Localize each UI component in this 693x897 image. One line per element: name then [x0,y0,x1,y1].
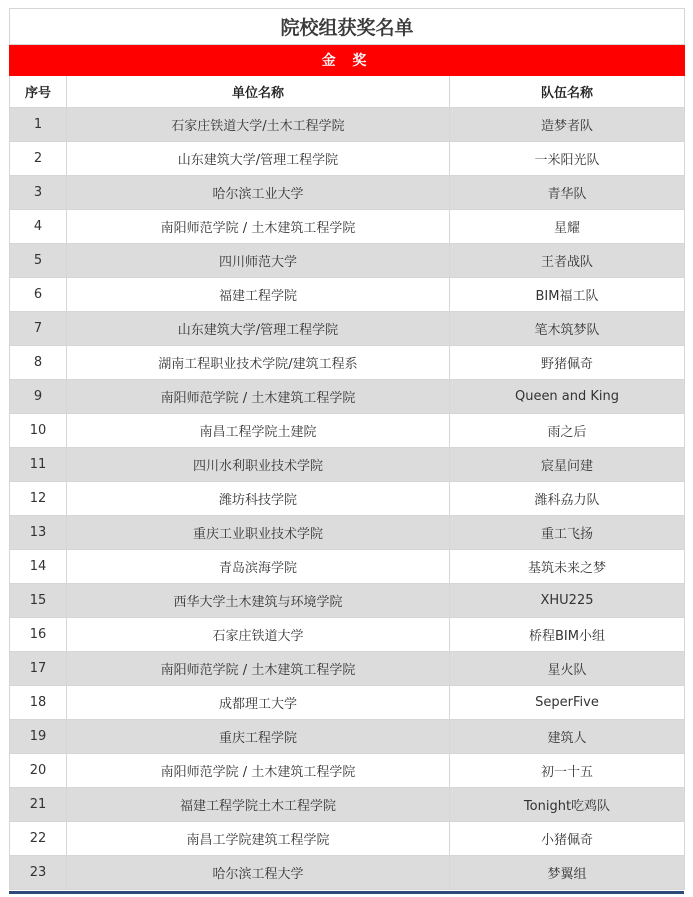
table-title: 院校组获奖名单 [10,9,685,45]
row-unit-name: 南阳师范学院 / 土木建筑工程学院 [67,210,450,244]
table-row [10,278,685,312]
row-team-name: 初一十五 [450,754,685,788]
row-team-name: 一米阳光队 [450,142,685,176]
row-unit-name: 福建工程学院 [67,278,450,312]
table-row [10,108,685,142]
row-index: 23 [10,856,67,890]
row-index: 19 [10,720,67,754]
row-unit-name: 山东建筑大学/管理工程学院 [67,142,450,176]
row-unit-name: 石家庄铁道大学/土木工程学院 [67,108,450,142]
row-index: 21 [10,788,67,822]
row-unit-name: 重庆工业职业技术学院 [67,516,450,550]
row-team-name: SeperFive [450,686,685,720]
row-team-name: 野猪佩奇 [450,346,685,380]
row-index: 6 [10,278,67,312]
row-index: 12 [10,482,67,516]
row-unit-name: 四川师范大学 [67,244,450,278]
header-team: 队伍名称 [450,76,685,108]
table-row [10,516,685,550]
row-unit-name: 哈尔滨工程大学 [67,856,450,890]
section-row [10,45,685,76]
table-row [10,686,685,720]
row-unit-name: 福建工程学院土木工程学院 [67,788,450,822]
table-row [10,754,685,788]
row-team-name: 建筑人 [450,720,685,754]
row-unit-name: 西华大学土木建筑与环境学院 [67,584,450,618]
row-index: 7 [10,312,67,346]
row-unit-name: 南阳师范学院 / 土木建筑工程学院 [67,754,450,788]
row-team-name: 桥程BIM小组 [450,618,685,652]
table-row [10,550,685,584]
row-team-name: Queen and King [450,380,685,414]
row-index: 10 [10,414,67,448]
row-team-name: 造梦者队 [450,108,685,142]
row-index: 8 [10,346,67,380]
row-index: 1 [10,108,67,142]
row-unit-name: 南阳师范学院 / 土木建筑工程学院 [67,652,450,686]
row-team-name: 潍科劦力队 [450,482,685,516]
table-row [10,652,685,686]
row-unit-name: 哈尔滨工业大学 [67,176,450,210]
row-team-name: 王者战队 [450,244,685,278]
row-unit-name: 南昌工程学院土建院 [67,414,450,448]
row-unit-name: 四川水利职业技术学院 [67,448,450,482]
row-unit-name: 石家庄铁道大学 [67,618,450,652]
row-index: 5 [10,244,67,278]
table-row [10,414,685,448]
table-body [10,108,685,890]
row-team-name: 小猪佩奇 [450,822,685,856]
header-unit: 单位名称 [67,76,450,108]
row-team-name: 梦翼组 [450,856,685,890]
row-team-name: 星火队 [450,652,685,686]
row-unit-name: 南昌工学院建筑工程学院 [67,822,450,856]
row-index: 15 [10,584,67,618]
row-index: 17 [10,652,67,686]
row-team-name: BIM福工队 [450,278,685,312]
row-index: 3 [10,176,67,210]
row-team-name: 基筑未来之梦 [450,550,685,584]
bottom-border-bar [9,891,684,894]
award-list-table [9,8,685,890]
table-row [10,618,685,652]
row-team-name: 星耀 [450,210,685,244]
table-row [10,210,685,244]
table-row [10,482,685,516]
table-row [10,176,685,210]
row-team-name: XHU225 [450,584,685,618]
row-index: 4 [10,210,67,244]
table-row [10,448,685,482]
header-row [10,76,685,108]
row-index: 9 [10,380,67,414]
row-team-name: 宸星问建 [450,448,685,482]
table-row [10,312,685,346]
row-unit-name: 南阳师范学院 / 土木建筑工程学院 [67,380,450,414]
table-row [10,380,685,414]
row-unit-name: 山东建筑大学/管理工程学院 [67,312,450,346]
table-row [10,584,685,618]
table-row [10,244,685,278]
row-index: 22 [10,822,67,856]
header-index: 序号 [10,76,67,108]
table-row [10,720,685,754]
row-index: 18 [10,686,67,720]
row-index: 20 [10,754,67,788]
row-unit-name: 潍坊科技学院 [67,482,450,516]
row-team-name: 雨之后 [450,414,685,448]
row-index: 16 [10,618,67,652]
table-row [10,346,685,380]
row-team-name: 青华队 [450,176,685,210]
row-unit-name: 成都理工大学 [67,686,450,720]
row-unit-name: 重庆工程学院 [67,720,450,754]
row-index: 14 [10,550,67,584]
row-unit-name: 湖南工程职业技术学院/建筑工程系 [67,346,450,380]
row-index: 2 [10,142,67,176]
row-team-name: 重工飞扬 [450,516,685,550]
row-unit-name: 青岛滨海学院 [67,550,450,584]
row-team-name: 笔木筑梦队 [450,312,685,346]
section-gold-award: 金 奖 [10,45,685,76]
row-index: 13 [10,516,67,550]
title-row [10,9,685,45]
table-row [10,856,685,890]
table-row [10,822,685,856]
table-row [10,788,685,822]
table-row [10,142,685,176]
row-index: 11 [10,448,67,482]
row-team-name: Tonight吃鸡队 [450,788,685,822]
